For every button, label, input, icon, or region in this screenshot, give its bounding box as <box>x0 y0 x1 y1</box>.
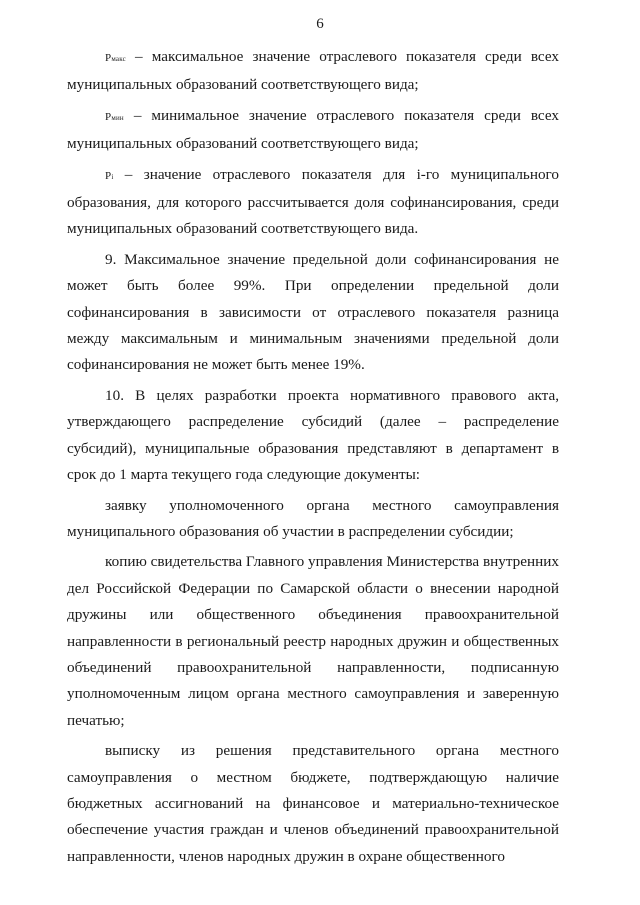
paragraph-9: 9. Максимальное значение предельной доли софинансирования не может быть более 99%. При определении предельной доли софинансирования в зависимости от отраслевого показателя разница между максимальным и минимальным значениями предельной доли софинансирования не может быть менее 19%. <box>67 250 559 374</box>
symbol-p-min: Pмин <box>105 110 124 123</box>
definition-p-max: Pмакс – максимальное значение отраслевого показателя среди всех муниципальных образований соответствующего вида; <box>67 48 559 94</box>
definition-p-min: Pмин – минимальное значение отраслевого показателя среди всех муниципальных образований соответствующего вида; <box>67 106 559 153</box>
list-item-budget-extract: выписку из решения представительного органа местного самоуправления о местном бюджете, подтверждающую наличие бюджетных ассигнований на финансовое и материально-техническое обеспечение участия граждан и членов объединений правоохранительной направленности, членов народных дружин в охране общественного <box>67 742 559 865</box>
list-item-application: заявку уполномоченного органа местного самоуправления муниципального образования об участии в распределении субсидии; <box>67 496 559 540</box>
symbol-p-i: Pi <box>105 169 114 182</box>
paragraph-10: 10. В целях разработки проекта нормативного правового акта, утверждающего распределение субсидий (далее – распределение субсидий), муниципальные образования представляют в департамент в срок до 1 марта текущего года следующие документы: <box>67 386 559 484</box>
definition-p-i: Pi – значение отраслевого показателя для i-го муниципального образования, для которого рассчитывается доля софинансирования, среди муниципальных образований соответствующего вида. <box>67 165 559 238</box>
list-item-certificate-copy: копию свидетельства Главного управления Министерства внутренних дел Российской Федерации по Самарской области о внесении народной дружины или общественного объединения правоохранительной направленности в региональный реестр народных дружин и общественных объединений правоохранительной направленности, подписанную уполномоченным лицом органа местного самоуправления и заверенную печатью; <box>67 553 559 729</box>
page-number: 6 <box>316 16 324 32</box>
document-body <box>67 44 559 870</box>
symbol-p-max: Pмакс <box>105 52 126 64</box>
